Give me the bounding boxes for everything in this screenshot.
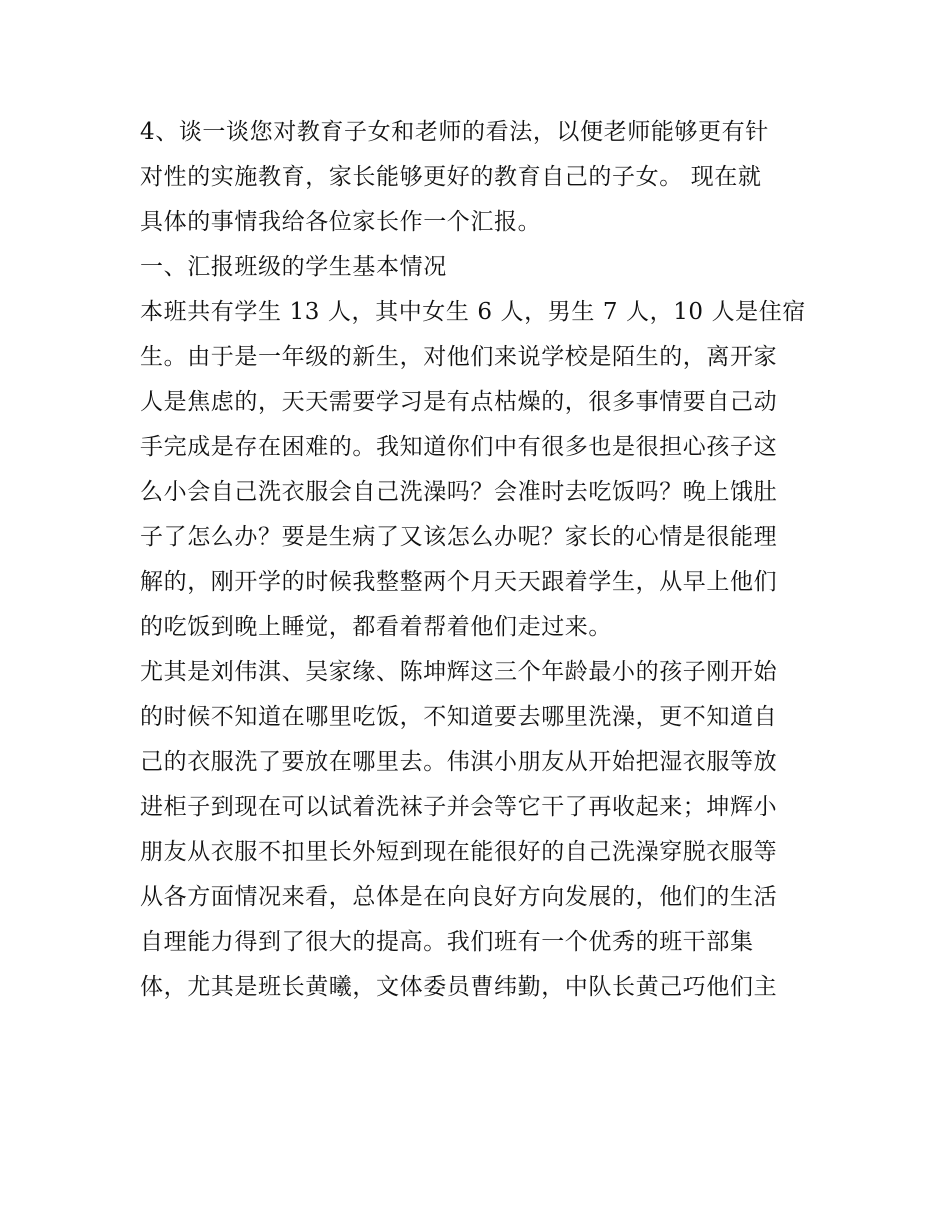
text-line: 么小会自己洗衣服会自己洗澡吗？会准时去吃饭吗？晚上饿肚 (140, 479, 778, 505)
text-line: 己的衣服洗了要放在哪里去。伟淇小朋友从开始把湿衣服等放 (140, 749, 778, 775)
text-line: 朋友从衣服不扣里长外短到现在能很好的自己洗澡穿脱衣服等 (140, 839, 778, 865)
text-line: 对性的实施教育，家长能够更好的教育自己的子女。 现在就 (140, 164, 762, 190)
text-line: 人是焦虑的，天天需要学习是有点枯燥的，很多事情要自己动 (140, 389, 778, 415)
section-heading: 一、汇报班级的学生基本情况 (140, 254, 447, 280)
text-line: 生。由于是一年级的新生，对他们来说学校是陌生的，离开家 (140, 344, 778, 370)
text-line: 手完成是存在困难的。我知道你们中有很多也是很担心孩子这 (140, 434, 778, 460)
text-line: 进柜子到现在可以试着洗袜子并会等它干了再收起来；坤辉小 (140, 794, 778, 820)
text-line: 本班共有学生 13 人，其中女生 6 人，男生 7 人，10 人是住宿 (140, 299, 806, 325)
text-line: 的吃饭到晚上睡觉，都看着帮着他们走过来。 (140, 614, 612, 640)
body-text (140, 110, 820, 1010)
text-line: 具体的事情我给各位家长作一个汇报。 (140, 209, 542, 235)
text-line: 尤其是刘伟淇、吴家缘、陈坤辉这三个年龄最小的孩子刚开始 (140, 659, 778, 685)
text-line: 从各方面情况来看，总体是在向良好方向发展的，他们的生活 (140, 884, 778, 910)
text-line: 4、谈一谈您对教育子女和老师的看法，以便老师能够更有针 (140, 119, 769, 145)
text-line: 的时候不知道在哪里吃饭，不知道要去哪里洗澡，更不知道自 (140, 704, 778, 730)
text-line: 体，尤其是班长黄曦，文体委员曹纬勤，中队长黄己巧他们主 (140, 974, 778, 1000)
text-line: 自理能力得到了很大的提高。我们班有一个优秀的班干部集 (140, 929, 754, 955)
text-line: 解的，刚开学的时候我整整两个月天天跟着学生，从早上他们 (140, 569, 778, 595)
text-line: 子了怎么办？要是生病了又该怎么办呢？家长的心情是很能理 (140, 524, 778, 550)
